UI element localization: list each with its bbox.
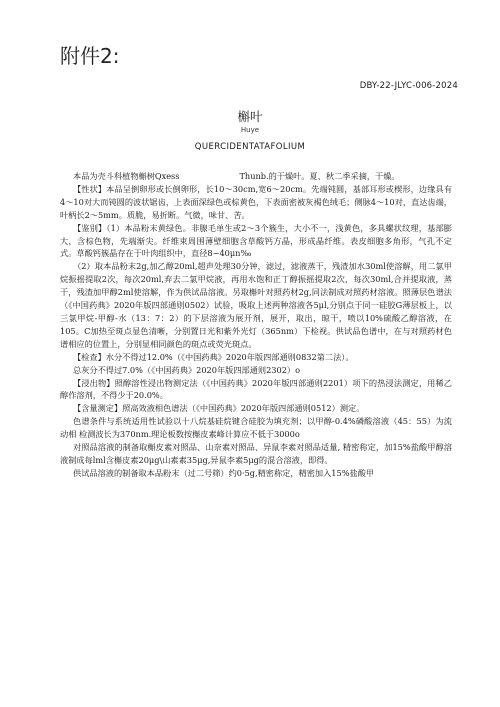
source-paragraph (60, 170, 452, 183)
annex-label: 附件2: (60, 44, 120, 68)
assay-paragraph: 【含量测定】照高效液相色谱法（《中国药典》2020年版四部通则0512）测定。 (73, 403, 365, 414)
monograph-pinyin: Huye (240, 126, 260, 134)
inspection-water-paragraph: 【检查】水分不得过12.0%（《中国药典》2020年版四部通则0832第二法）。 (73, 351, 354, 362)
chromatography-conditions-paragraph: 色谱条件与系统适用性试验以十八烷基硅烷键合硅胶为填充剂；以甲醇-0.4%磷酸溶液（45：55）为流动相 检测波长为370nm.理论板数按槲皮素峰计算应不低于3000o (60, 416, 452, 440)
document-number: DBY-22-JLYC-006-2024 (359, 81, 458, 91)
monograph-latin-name: QUERCIDENTATAFOLIUM (194, 142, 306, 152)
reference-solution-paragraph: 对照品溶液的制备取槲皮素对照品、山奈素对照品、异鼠李素对照品适量, 精密称定，加15%盐酸甲醇溶液制成每lml含槲皮素20μg\山素素35μg,异鼠李素5μg的混合溶液，即得。 (60, 442, 452, 465)
source-text-a: 本品为壳斗科植物槲树Qxess (73, 171, 180, 181)
inspection-ash-paragraph: 总灰分不得过7.0%（《中国药典》2020年版四部通则2302）o (73, 364, 301, 375)
extract-paragraph: 【浸出物】照醇溶性浸出物测定法（《中国药典》2020年版四部通则2201）项下的热浸法测定，用稀乙醇作溶剂，不得少于20.0%。 (60, 377, 452, 401)
test-solution-paragraph: 供试品溶液的制备取本品粉末（过二号筛）约0·5g,精密称定，精密加入15%盐酸甲 (73, 467, 375, 478)
source-text-b: Thunb.的干燥叶。夏、秋二季采摘，干燥。 (239, 171, 400, 181)
monograph-body (60, 170, 452, 480)
identification-paragraph-2: （2）取本品粉末2g,加乙醇20ml,超声处理30分钟，滤过，滤液蒸干，残渣加水30ml使溶解，用二氯甲烷振摇提取2次，每次20ml,弃去二氯甲烷液，再用水饱和正丁醇振摇提取2次，每次30ml,合并提取液，蒸干，残渣加甲醇2ml使溶解，作为供试品溶液。另取槲叶对照药材2g,同法制成对照药材溶液。照薄层色谱法（《中国药典》2020年版四部通则0502）试验，吸取上述两种溶液各5μl,分别点于同一硅胶G薄层板上，以三氯甲烷-甲醇-水（13：7：2）的下层溶液为展开剂，展开，取出，晾干，喷以10%硫酸乙醇溶液，在105。C加热至斑点显色清晰，分别置日光和紫外光灯（365nm）下检视。供试品色谱中，在与对照药材色谱相应的位置上，分别显相同颜色的斑点或荧光斑点。 (60, 261, 452, 349)
identification-paragraph-1: 【鉴别】（1）本品粉末黄绿色。非腺毛单生或2～3个簇生，大小不一，浅黄色，多具螺状纹理，基部膨大，含棕色物，先端渐尖。纤维束周围薄壁细胞含草酸钙方晶，形成晶纤维。表皮细胞多角形，气孔不定式。草酸钙簇晶存在于叶肉组织中，直径8~40μn‰ (60, 222, 452, 259)
monograph-title: 槲叶 (237, 109, 263, 124)
description-paragraph: 【性状】本品呈倒卵形或长倒卵形，长10～30cm,宽6～20cm。先端钝圆，基部耳形或楔形，边缘具有4～10对大而钝圆的波状锯齿，上表面深绿色或棕黄色，下表面密被灰褐色绒毛；侧脉4～10对，直达齿端，叶柄长2～5mm。质脆，易折断。气微，味甘、苦。 (60, 183, 452, 220)
